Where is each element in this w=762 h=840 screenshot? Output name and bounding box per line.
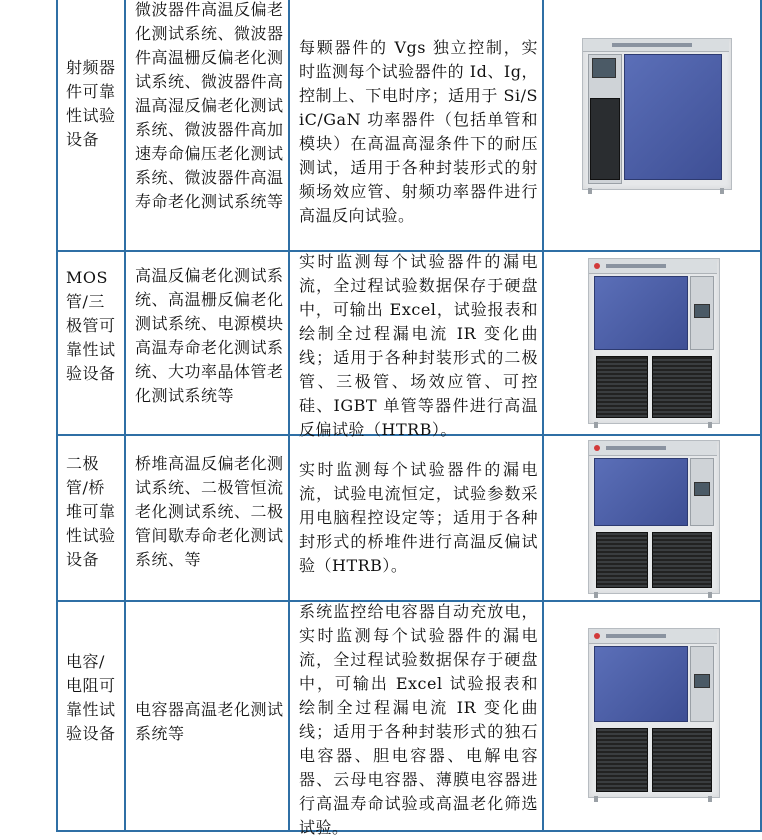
description-cell: 系统监控给电容器自动充放电，实时监测每个试验器件的漏电流，全过程试验数据保存于硬盘中，可输出 Excel 试验报表和绘制全过程漏电流 IR 变化曲线；适用于各种封装形式的独石电容器、胆电容器、电解电容器、云母电容器、薄膜电容器进行高温寿命试验或高温老化筛选试验。 — [299, 602, 538, 837]
systems-cell: 桥堆高温反偏老化测试系统、二极管恒流老化测试系统、二极管间歇寿命老化测试系统、等 — [135, 454, 284, 569]
category-cell: 射频器件可靠性试验设备 — [66, 58, 116, 149]
systems-cell: 电容器高温老化测试系统等 — [135, 700, 284, 743]
product-image-cell — [546, 0, 762, 250]
test-chamber-image — [588, 440, 720, 598]
description-cell: 实时监测每个试验器件的漏电流，试验电流恒定，试验参数采用电脑程控设定等；适用于各种封形式的桥堆件进行高温反偏试验（HTRB）。 — [299, 460, 538, 575]
category-cell: 电容/电阻可靠性试验设备 — [66, 652, 116, 743]
product-image-cell — [546, 252, 762, 434]
table-border — [542, 0, 544, 832]
test-chamber-image — [588, 258, 720, 428]
product-image-cell — [546, 436, 762, 600]
systems-cell: 高温反偏老化测试系统、高温栅反偏老化测试系统、电源模块高温寿命老化测试系统、大功率晶体管老化测试系统等 — [135, 266, 284, 405]
systems-cell: 微波器件高温反偏老化测试系统、微波器件高温栅反偏老化测试系统、微波器件高温高湿反偏老化测试系统、微波器件高加速寿命偏压老化测试系统、微波器件高温寿命老化测试系统等 — [135, 0, 284, 211]
category-cell: MOS管/三极管可靠性试验设备 — [66, 268, 116, 383]
description-cell: 实时监测每个试验器件的漏电流，全过程试验数据保存于硬盘中，可输出 Excel，试验报表和绘制全过程漏电流 IR 变化曲线；适用于各种封装形式的二极管、三极管、场效应管、可控硅、IGBT 单管等器件进行高温反偏试验（HTRB）。 — [299, 252, 538, 439]
description-cell: 每颗器件的 Vgs 独立控制，实时监测每个试验器件的 Id、Ig，控制上、下电时序；适用于 Si/SiC/GaN 功率器件（包括单管和模块）在高温高湿条件下的耐压测试，适用于各种封装形式的射频场效应管、射频功率器件进行高温反向试验。 — [299, 38, 538, 225]
product-image-cell — [546, 602, 762, 830]
table-border — [288, 0, 290, 832]
category-cell: 二极管/桥堆可靠性试验设备 — [66, 454, 116, 569]
test-chamber-image — [588, 628, 720, 804]
test-chamber-image-large — [582, 38, 732, 198]
table-border — [124, 0, 126, 832]
